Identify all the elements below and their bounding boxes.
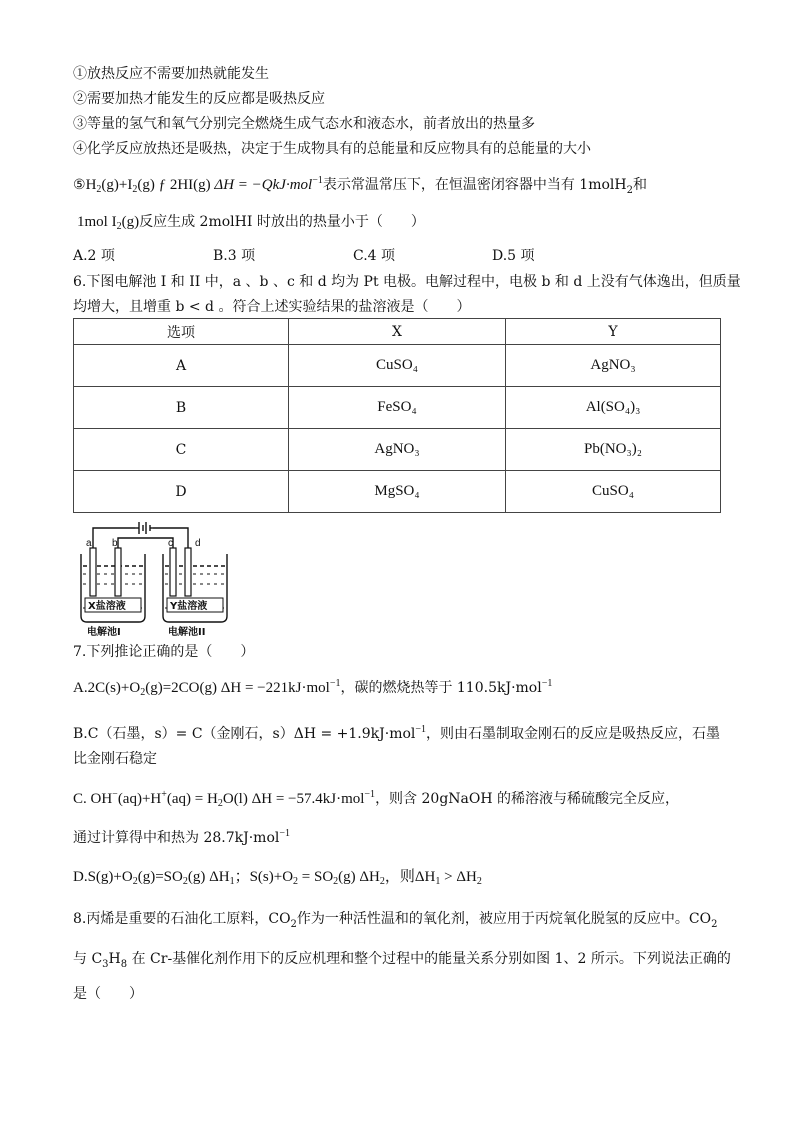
electrode-label-a: a: [86, 538, 92, 549]
q6-stem-line2: 均增大，且增重 b < d 。符合上述实验结果的盐溶液是（ ）: [73, 299, 471, 315]
statement-5-line1: $⑤H_2(g)+I_2(g)$ ƒ 2HI(g) ΔH = −QkJ·mol$^{-1}$表示常温常压下，在恒温密闭容器中当有 1molH$_2$和: [73, 175, 647, 196]
table-header-row: [74, 319, 721, 345]
statement-3: ③等量的氢气和氧气分别完全燃烧生成气态水和液态水，前者放出的热量多: [73, 116, 535, 132]
electrode-label-b: b: [112, 538, 118, 549]
table-cell: CuSO₄: [289, 345, 506, 387]
cell-1-caption: 电解池I: [87, 627, 121, 638]
table-row: [74, 471, 721, 513]
statement-5-line2: 1mol $I_2(g)$反应生成 2molHI 时放出的热量小于（ ）: [77, 214, 425, 232]
q8-stem-line1: 8.丙烯是重要的石油化工原料，$CO_2$作为一种活性温和的氧化剂，被应用于丙烷氧化脱氢的反应中。$CO_2$: [73, 911, 718, 930]
table-header-cell: X: [289, 319, 506, 345]
statement-2: ②需要加热才能发生的反应都是吸热反应: [73, 91, 325, 107]
electrode-c: [170, 548, 176, 596]
q8-stem-line2: 与 $C_3H_8$ 在 Cr-基催化剂作用下的反应机理和整个过程中的能量关系分别如图 1、2 所示。下列说法正确的: [73, 951, 731, 970]
electrode-label-d: d: [195, 538, 201, 549]
table-row: [74, 345, 721, 387]
option-d[interactable]: D.5 项: [492, 248, 535, 264]
option-b[interactable]: B.3 项: [213, 248, 256, 264]
table-cell: D: [74, 471, 289, 513]
table-header-cell: 选项: [74, 319, 289, 345]
table-cell: A: [74, 345, 289, 387]
wire-inner: [118, 538, 173, 548]
cell-2-caption: 电解池II: [168, 627, 206, 638]
table-header-cell: Y: [506, 319, 721, 345]
q6-stem-line1: 6.下图电解池 I 和 II 中，a 、b 、c 和 d 均为 Pt 电极。电解过程中，电极 b 和 d 上没有气体逸出，但质量: [73, 274, 741, 290]
option-c[interactable]: C.4 项: [353, 248, 396, 264]
q5-options: [73, 247, 713, 265]
table-cell: Pb(NO₃)₂: [506, 429, 721, 471]
q7-option-b-line2: 比金刚石稳定: [73, 751, 157, 767]
q7-option-d[interactable]: $D.S(g)+O_2(g)=SO_2(g)$ $\Delta H_1$；$S(s)+O_2 = SO_2(g)$ $\Delta H_2$，则$\Delta H_1 > \Delta H_2$: [73, 869, 482, 887]
solution-y-label: Y盐溶液: [170, 601, 208, 612]
q8-stem-line3: 是（ ）: [73, 986, 143, 1002]
table-row: [74, 387, 721, 429]
table-cell: MgSO₄: [289, 471, 506, 513]
table-cell: FeSO₄: [289, 387, 506, 429]
statement-1: ①放热反应不需要加热就能发生: [73, 66, 269, 82]
q7-option-a[interactable]: $A.2C(s)+O_2(g)=2CO(g) \Delta H = -221kJ\cdot mol^{-1}$，碳的燃烧热等于 110.5kJ·mol$^{-1}$: [73, 678, 553, 698]
q6-table: [73, 318, 721, 513]
q7-option-c-line1[interactable]: C. $OH^-(aq)+H^+(aq) = H_2O(l) \Delta H = -57.4kJ\cdot mol^{-1}$，则含 20gNaOH 的稀溶液与稀硫酸完全反应，: [73, 789, 680, 809]
electrolysis-figure: [73, 518, 231, 638]
table-cell: AgNO₃: [289, 429, 506, 471]
electrode-d: [185, 548, 191, 596]
q7-option-c-line2: 通过计算得中和热为 28.7kJ·mol$^{-1}$: [73, 828, 290, 846]
q7-option-b-line1[interactable]: B.C（石墨，s）= C（金刚石，s）ΔH = +1.9kJ·mol$^{-1}$，则由石墨制取金刚石的反应是吸热反应，石墨: [73, 724, 721, 742]
table-cell: C: [74, 429, 289, 471]
solution-x-label: X盐溶液: [88, 601, 126, 612]
q7-stem: 7.下列推论正确的是（ ）: [73, 644, 255, 660]
table-row: [74, 429, 721, 471]
table-cell: B: [74, 387, 289, 429]
electrode-a: [90, 548, 96, 596]
table-cell: CuSO₄: [506, 471, 721, 513]
electrode-label-c: c: [168, 538, 173, 549]
table-cell: AgNO₃: [506, 345, 721, 387]
statement-4: ④化学反应放热还是吸热，决定于生成物具有的总能量和反应物具有的总能量的大小: [73, 141, 591, 157]
option-a[interactable]: A.2 项: [73, 248, 115, 264]
table-cell: Al(SO₄)₃: [506, 387, 721, 429]
electrode-b: [115, 548, 121, 596]
